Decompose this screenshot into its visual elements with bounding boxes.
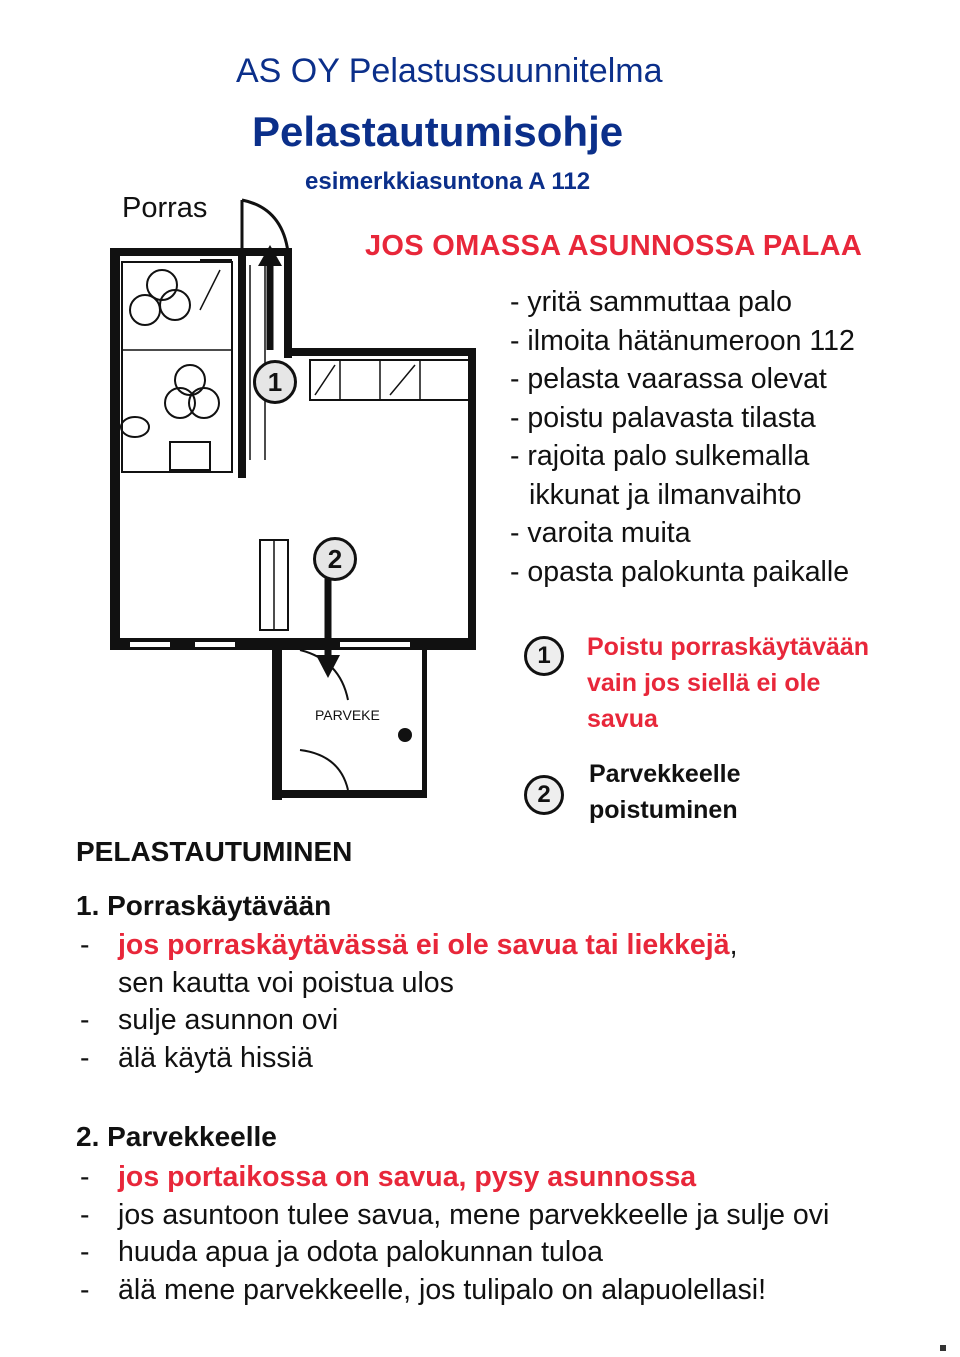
list-item: - huuda apua ja odota palokunnan tuloa (80, 1236, 603, 1268)
toilet-icon (121, 417, 149, 437)
list-item: - jos portaikossa on savua, pysy asunnossa (80, 1161, 697, 1193)
section-2-list (80, 1159, 829, 1309)
alarm-heading: JOS OMASSA ASUNNOSSA PALAA (365, 230, 863, 262)
alarm-actions-list (510, 283, 855, 591)
action-item: - varoita muita (510, 517, 691, 549)
legend-item-2 (589, 756, 741, 828)
exit-marker-2: 2 (313, 537, 357, 581)
sink-icon (170, 442, 210, 470)
legend-marker-2: 2 (524, 775, 564, 815)
balcony-light-icon (398, 728, 412, 742)
legend-line: poistuminen (589, 796, 738, 824)
list-item: - jos porraskäytävässä ei ole savua tai liekkejä, (80, 929, 738, 961)
list-item-continuation: sen kautta voi poistua ulos (118, 966, 454, 999)
list-item: - älä mene parvekkeelle, jos tulipalo on alapuolellasi! (80, 1273, 766, 1306)
exit-marker-1: 1 (253, 360, 297, 404)
action-item: - pelasta vaarassa olevat (510, 363, 827, 395)
legend-item-1 (587, 629, 869, 737)
floor-plan (100, 190, 510, 820)
document-title: AS OY Pelastussuunnitelma (236, 52, 663, 90)
scan-mark (940, 1345, 946, 1351)
section-1-list (80, 927, 737, 1077)
instructions-heading: PELASTAUTUMINEN (76, 836, 353, 867)
legend-line: Poistu porraskäytävään (587, 633, 870, 661)
subtitle: esimerkkiasuntona A 112 (305, 168, 591, 195)
section-1-heading: 1. Porraskäytävään (76, 890, 332, 921)
section-2-heading: 2. Parvekkeelle (76, 1121, 277, 1152)
legend-line: vain jos siellä ei ole (587, 669, 821, 697)
action-item: - rajoita palo sulkemalla (510, 440, 810, 472)
action-item: - poistu palavasta tilasta (510, 401, 816, 434)
list-item: - sulje asunnon ovi (80, 1004, 339, 1036)
action-item: - ilmoita hätänumeroon 112 (510, 324, 855, 357)
action-item: - opasta palokunta paikalle (510, 555, 850, 588)
action-item: - yritä sammuttaa palo (510, 286, 792, 318)
legend-line: Parvekkeelle (589, 760, 741, 788)
entrance-door-swing (242, 200, 288, 252)
porras-label: Porras (122, 192, 208, 224)
action-item-continuation: ikkunat ja ilmanvaihto (529, 478, 802, 511)
page-title: Pelastautumisohje (252, 108, 624, 155)
list-item: - jos asuntoon tulee savua, mene parvekkeelle ja sulje ovi (80, 1198, 830, 1231)
balcony-label: PARVEKE (315, 707, 380, 723)
list-item: - älä käytä hissiä (80, 1041, 313, 1074)
legend-line: savua (587, 705, 658, 733)
legend-marker-1: 1 (524, 636, 564, 676)
